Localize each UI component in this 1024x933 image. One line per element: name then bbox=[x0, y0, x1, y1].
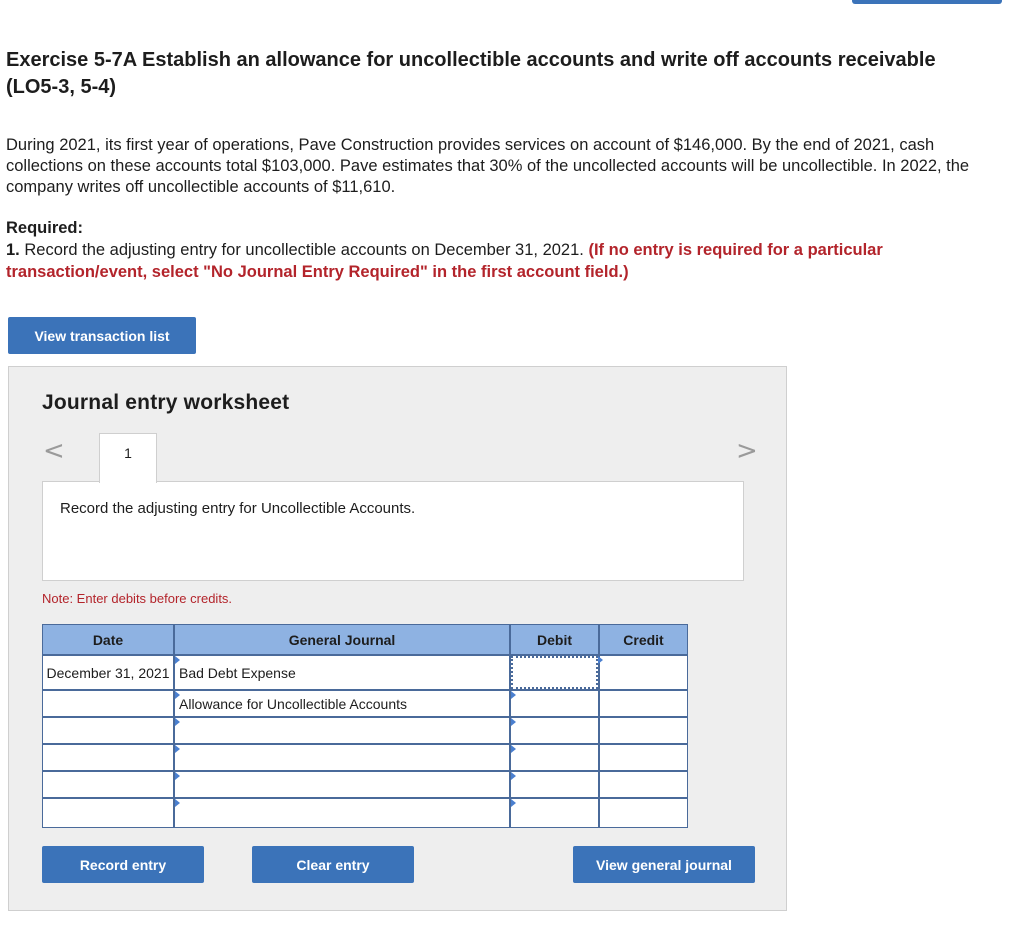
table-row-5-debit[interactable] bbox=[511, 772, 598, 797]
header-date: Date bbox=[43, 625, 173, 654]
table-row-3-account[interactable] bbox=[175, 718, 509, 743]
transaction-description-box bbox=[42, 481, 744, 581]
table-row-6-debit[interactable] bbox=[511, 799, 598, 827]
table-row-4-debit[interactable] bbox=[511, 745, 598, 770]
table-row-1-account[interactable]: Bad Debt Expense bbox=[175, 656, 509, 689]
dropdown-marker-icon bbox=[175, 718, 180, 726]
table-row-5-account[interactable] bbox=[175, 772, 509, 797]
dropdown-marker-icon bbox=[598, 656, 603, 664]
table-row-1-date[interactable]: December 31, 2021 bbox=[43, 656, 173, 689]
exercise-title: Exercise 5-7A Establish an allowance for uncollectible accounts and write off accounts receivable (LO5-3, 5-4) bbox=[6, 49, 936, 98]
dropdown-marker-icon bbox=[511, 772, 516, 780]
table-row-6-date[interactable] bbox=[43, 799, 173, 827]
view-general-journal-button[interactable]: View general journal bbox=[573, 846, 755, 883]
tab-entry-1[interactable] bbox=[99, 433, 157, 483]
dropdown-marker-icon bbox=[511, 718, 516, 726]
header-general-journal: General Journal bbox=[175, 625, 509, 654]
table-row-2-debit[interactable] bbox=[511, 691, 598, 716]
dropdown-marker-icon bbox=[175, 745, 180, 753]
top-button-edge[interactable] bbox=[852, 0, 1002, 4]
dropdown-marker-icon bbox=[511, 799, 516, 807]
dropdown-marker-icon bbox=[511, 745, 516, 753]
table-row-2-account[interactable]: Allowance for Uncollectible Accounts bbox=[175, 691, 509, 716]
requirement-number: 1. bbox=[6, 241, 20, 259]
table-row-5-date[interactable] bbox=[43, 772, 173, 797]
tab-label: 1 bbox=[124, 445, 132, 461]
table-row-2-credit[interactable] bbox=[600, 691, 687, 716]
table-row-1-debit[interactable] bbox=[511, 656, 598, 689]
table-row-6-credit[interactable] bbox=[600, 799, 687, 827]
header-credit: Credit bbox=[600, 625, 687, 654]
transaction-description: Record the adjusting entry for Uncollectible Accounts. bbox=[60, 500, 416, 517]
table-row-4-credit[interactable] bbox=[600, 745, 687, 770]
table-row-3-date[interactable] bbox=[43, 718, 173, 743]
problem-text: During 2021, its first year of operations, Pave Construction provides services on account of $146,000. By the end of 2021, cash collections on these accounts total $103,000. Pave estimates that 30% of the uncollected accounts will be uncollectible. In 2022, the company writes off uncollectible accounts of $11,610. bbox=[6, 136, 970, 196]
table-row-3-credit[interactable] bbox=[600, 718, 687, 743]
table-row-1-credit[interactable] bbox=[600, 656, 687, 689]
table-row-5-credit[interactable] bbox=[600, 772, 687, 797]
journal-entry-worksheet bbox=[8, 366, 787, 911]
view-transaction-list-button[interactable]: View transaction list bbox=[8, 317, 196, 354]
chevron-right-icon[interactable]: > bbox=[736, 436, 758, 466]
dropdown-marker-icon bbox=[511, 691, 516, 699]
dropdown-marker-icon bbox=[175, 691, 180, 699]
dropdown-marker-icon bbox=[175, 799, 180, 807]
general-journal-table bbox=[42, 624, 688, 828]
requirement-instruction: (If no entry is required for a particular transaction/event, select "No Journal Entry Required" in the first account field.) bbox=[6, 241, 883, 281]
worksheet-title: Journal entry worksheet bbox=[42, 391, 290, 414]
record-entry-button[interactable]: Record entry bbox=[42, 846, 204, 883]
debit-credit-note: Note: Enter debits before credits. bbox=[42, 591, 233, 606]
requirement-text: Record the adjusting entry for uncollectible accounts on December 31, 2021. bbox=[24, 241, 584, 259]
table-row-2-date[interactable] bbox=[43, 691, 173, 716]
chevron-left-icon[interactable]: < bbox=[43, 436, 65, 466]
dropdown-marker-icon bbox=[175, 772, 180, 780]
dropdown-marker-icon bbox=[175, 656, 180, 664]
required-label: Required: bbox=[6, 219, 84, 237]
header-debit: Debit bbox=[511, 625, 598, 654]
requirement-1 bbox=[6, 239, 1011, 283]
table-row-4-account[interactable] bbox=[175, 745, 509, 770]
table-row-6-account[interactable] bbox=[175, 799, 509, 827]
clear-entry-button[interactable]: Clear entry bbox=[252, 846, 414, 883]
table-row-4-date[interactable] bbox=[43, 745, 173, 770]
table-row-3-debit[interactable] bbox=[511, 718, 598, 743]
